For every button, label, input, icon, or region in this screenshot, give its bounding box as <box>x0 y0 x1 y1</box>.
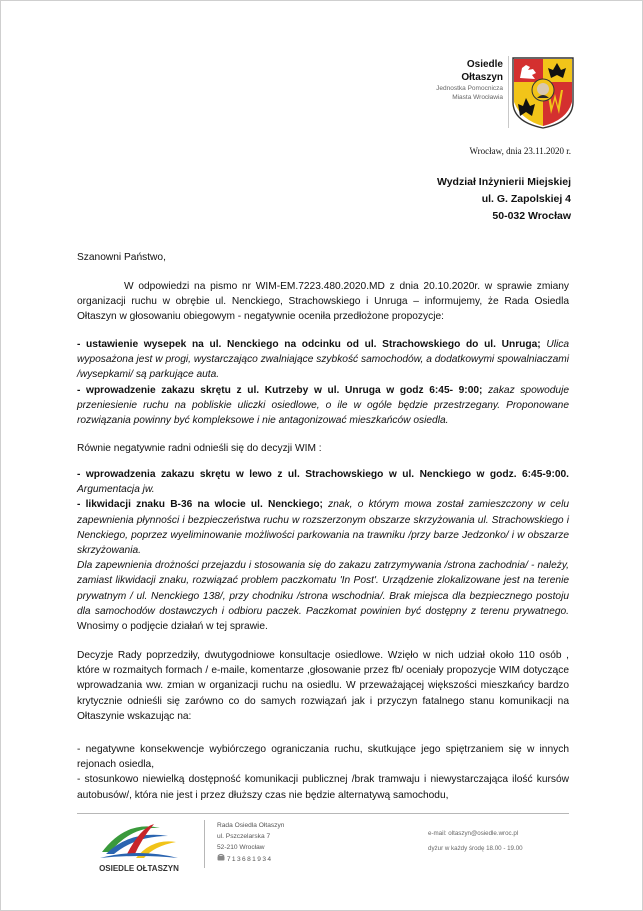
osiedle-oltaszyn-logo-icon <box>96 818 182 876</box>
footer-duty-hours: dyżur w każdy środę 18.00 - 19.00 <box>428 845 523 852</box>
recipient-block <box>437 174 571 225</box>
residents-point-2: - stosunkowo niewielką dostępność komunikacji publicznej /brak tramwaju i niewystarczająca ilość kursów autobusów/, która nie jest i przez dłuższy czas nie będzie alternatywą samochodu, <box>77 774 569 801</box>
consultation-paragraph <box>77 648 569 724</box>
footer-divider-line <box>77 813 569 814</box>
decision-item-1-title: - wprowadzenia zakazu skrętu w lewo z ul. Strachowskiego w ul. Nenckiego w godz. 6:45-9:00. <box>77 469 569 480</box>
recipient-line2: ul. G. Zapolskiej 4 <box>481 193 571 205</box>
residents-points <box>77 742 569 803</box>
proposals-list <box>77 337 569 428</box>
decision-item-2-request: Wnosimy o podjęcie działań w tej sprawie. <box>77 621 268 633</box>
consultation-text: Decyzje Rady poprzedziły, dwutygodniowe konsultacje osiedlowe. Wzięło w nich udział około 110 osób , które w rozmaitych formach / e-maile, komentarze ,głosowanie przez fb/ oceniały propozycje WIM dotyczące wprowadzania ww. zmian w organizacji ruchu na osiedlu. W przeważającej większości mieszkańcy bardzo krytycznie odnieśli się zarówno co do samych rozwiązań jak i przyczyn fatalnego stanu komunikacji na Ołtaszynie wskazując na: <box>77 650 569 722</box>
decision-item-2-comment: znak, o którym mowa został zamieszczony w celu zapewnienia płynności i bezpieczeństwa ruchu w rozszerzonym obszarze skrzyżowania ul. Strachowskiego i Nenckiego, poprzez wyeliminowanie możliwości parkowania na trawniku /przy barze Jedzonko/ i w obszarze skrzyżowania. <box>77 499 570 557</box>
wim-intro <box>77 441 569 456</box>
proposal-item-1-title: - ustawienie wysepek na ul. Nenckiego na odcinku od ul. Strachowskiego do ul. Unruga; <box>77 339 541 350</box>
wim-decisions-list <box>77 467 569 634</box>
letter-date: Wrocław, dnia 23.11.2020 r. <box>469 146 571 156</box>
proposal-item-2 <box>77 383 569 429</box>
residents-point-1: - negatywne konsekwencje wybiórczego ograniczania ruchu, skutkujące jego spiętrzaniem się w innych rejonach osiedla, <box>77 744 569 771</box>
footer-logo-text: OSIEDLE OŁTASZYN <box>99 864 179 873</box>
salutation <box>77 250 569 265</box>
proposal-item-1-comment: Ulica wyposażona jest w progi, wystarczająco zwalniające szybkość samochodów, a dodatkowymi spowalniaczami /wysepkami/ są parkujące auta. <box>77 339 569 381</box>
footer-address <box>217 820 284 865</box>
recipient-line1: Wydział Inżynierii Miejskiej <box>436 176 571 188</box>
decision-item-2 <box>77 497 569 558</box>
letterhead-divider <box>508 56 509 128</box>
proposal-item-1 <box>77 337 569 383</box>
phone-icon <box>217 853 225 861</box>
proposal-item-2-comment: zakaz spowoduje przeniesienie ruchu na pobliskie uliczki osiedlowe, o ile w ogóle będzie przestrzegany. Proponowane rozwiązania powinny być kompleksowe i nie antagonizować mieszkańców osiedla. <box>77 384 570 427</box>
footer-vertical-divider <box>204 820 205 868</box>
decision-item-1-comment: Argumentacja jw. <box>77 484 155 496</box>
footer-contact <box>428 826 523 856</box>
org-sub-line2: Miasta Wrocławia <box>452 94 503 101</box>
decision-item-2-details: Dla zapewnienia drożności przejazdu i stosowania się do zakazu zatrzymywania /strona zachodnia/ - należy, zamiast likwidacji znaku, rozwiązać problem paczkomatu 'In Post'. Urządzenie zlokalizowane jest na terenie prywatnym / ul. Nenckiego 138/, przy chodniku /strona wschodnia/. Brak miejsca dla bezpiecznego postoju dla samochodów dostawczych i odbioru paczek. Paczkomat powinien być dostępny z terenu prywatnego. <box>77 560 569 617</box>
footer-phone-number: 713681934 <box>226 856 273 863</box>
footer-email[interactable]: e-mail: oltaszyn@osiedle.wroc.pl <box>428 830 519 837</box>
org-sub-line1: Jednostka Pomocnicza <box>436 85 503 92</box>
footer-address-line3: 52-210 Wrocław <box>217 844 265 851</box>
decision-item-2-title: - likwidacji znaku B-36 na wlocie ul. Nenckiego; <box>77 499 323 511</box>
intro-paragraph <box>77 279 569 325</box>
footer-phone <box>217 853 284 865</box>
wim-intro-text: Równie negatywnie radni odnieśli się do decyzji WIM : <box>77 443 322 454</box>
footer-address-line1: Rada Osiedla Ołtaszyn <box>217 822 285 829</box>
org-name-line1: Osiedle <box>466 59 503 70</box>
recipient-line3: 50-032 Wrocław <box>492 210 571 222</box>
decision-item-1 <box>77 467 569 497</box>
salutation-text: Szanowni Państwo, <box>77 252 166 263</box>
wroclaw-coat-of-arms-icon <box>511 56 575 130</box>
org-name-line2: Ołtaszyn <box>461 72 503 83</box>
footer-address-line2: ul. Pszczelarska 7 <box>217 833 271 840</box>
letterhead-text <box>436 58 503 102</box>
decision-item-2-continued <box>77 558 569 634</box>
intro-text: W odpowiedzi na pismo nr WIM-EM.7223.480.2020.MD z dnia 20.10.2020r. w sprawie zmiany organizacji ruchu w obrębie ul. Nenckiego, Strachowskiego i Unruga – informujemy, że Rada Osiedla Ołtaszyn w głosowaniu obiegowym - negatywnie oceniła przedłożone propozycje: <box>77 281 569 323</box>
proposal-item-2-title: - wprowadzenie zakazu skrętu z ul. Kutrzeby w ul. Unruga w godz 6:45- 9:00; <box>77 384 483 396</box>
